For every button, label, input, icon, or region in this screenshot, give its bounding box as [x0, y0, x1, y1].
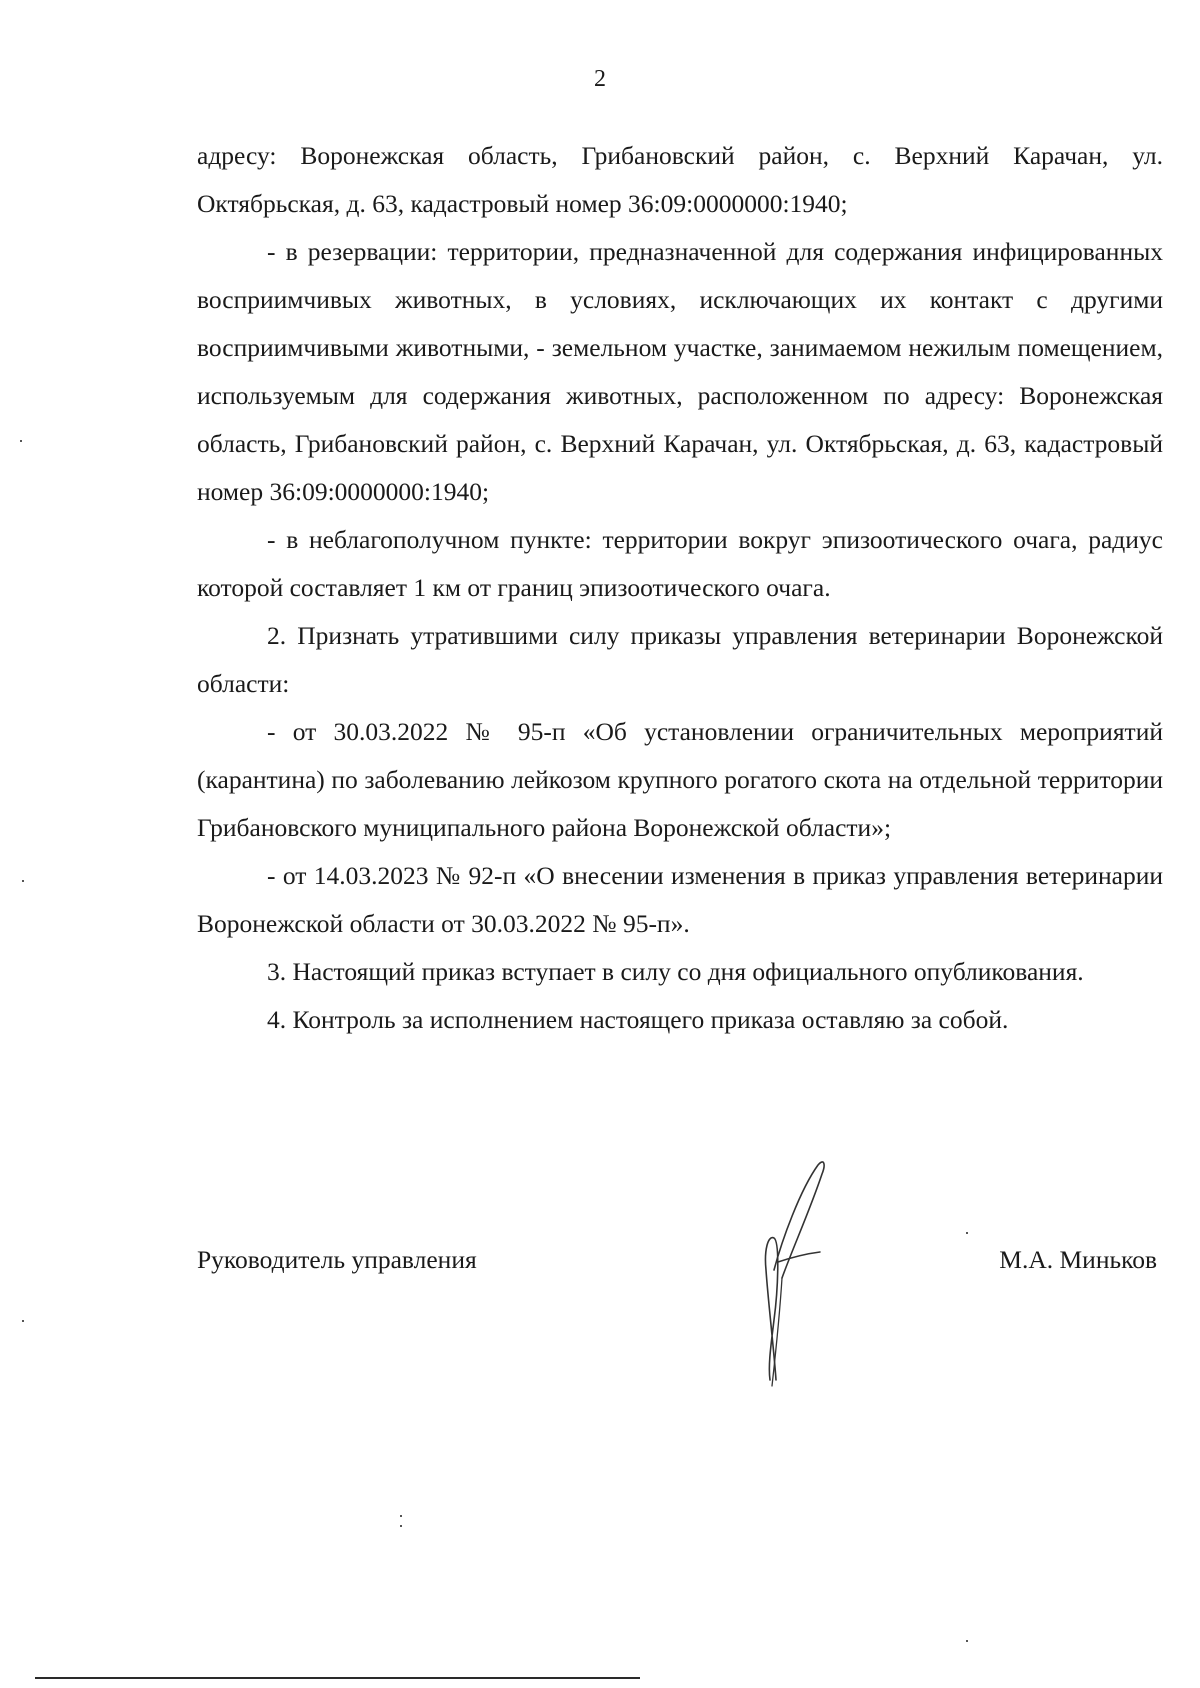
paragraph-reservation: - в резервации: территории, предназначенной для содержания инфицированных восприимчивых животных, в условиях, исключающих их контакт с другими восприимчивыми животными, - земельном участке, занимаемом нежилым помещением, используемым для содержания животных, расположенном по адресу: Воронежская область, Грибановский район, с. Верхний Карачан, ул. Октябрьская, д. 63, кадастровый номер 36:09:0000000:1940;	[197, 237, 1163, 506]
bottom-rule	[35, 1677, 640, 1679]
paragraph-address-continuation: адресу: Воронежская область, Грибановский район, с. Верхний Карачан, ул. Октябрьская, д. 63, кадастровый номер 36:09:0000000:1940;	[197, 141, 1163, 218]
paragraph-item-4: 4. Контроль за исполнением настоящего приказа оставляю за собой.	[267, 1005, 1009, 1034]
signature-row	[197, 1245, 1163, 1285]
speck-2	[22, 880, 24, 882]
paragraph-repealed-order-1: - от 30.03.2022 № 95-п «Об установлении ограничительных мероприятий (карантина) по заболеванию лейкозом крупного рогатого скота на отдельной территории Грибановского муниципального района Воронежской области»;	[197, 717, 1163, 842]
page-number: 2	[594, 66, 606, 92]
paragraph-item-3: 3. Настоящий приказ вступает в силу со дня официального опубликования.	[267, 957, 1084, 986]
paragraph-item-2: 2. Признать утратившими силу приказы управления ветеринарии Воронежской области:	[197, 621, 1163, 698]
speck-5	[400, 1525, 402, 1527]
document-body	[197, 132, 1163, 1044]
signer-title: Руководитель управления	[197, 1245, 477, 1274]
signer-name: М.А. Миньков	[999, 1245, 1157, 1274]
speck-3	[22, 1320, 24, 1322]
paragraph-unfavorable-point: - в неблагополучном пункте: территории вокруг эпизоотического очага, радиус которой составляет 1 км от границ эпизоотического очага.	[197, 525, 1163, 602]
speck-6	[966, 1232, 968, 1234]
speck-1	[20, 440, 22, 442]
speck-7	[966, 1640, 968, 1642]
handwritten-signature	[738, 1150, 858, 1390]
paragraph-repealed-order-2: - от 14.03.2023 № 92-п «О внесении изменения в приказ управления ветеринарии Воронежской области от 30.03.2022 № 95-п».	[197, 861, 1163, 938]
speck-4	[400, 1515, 402, 1517]
